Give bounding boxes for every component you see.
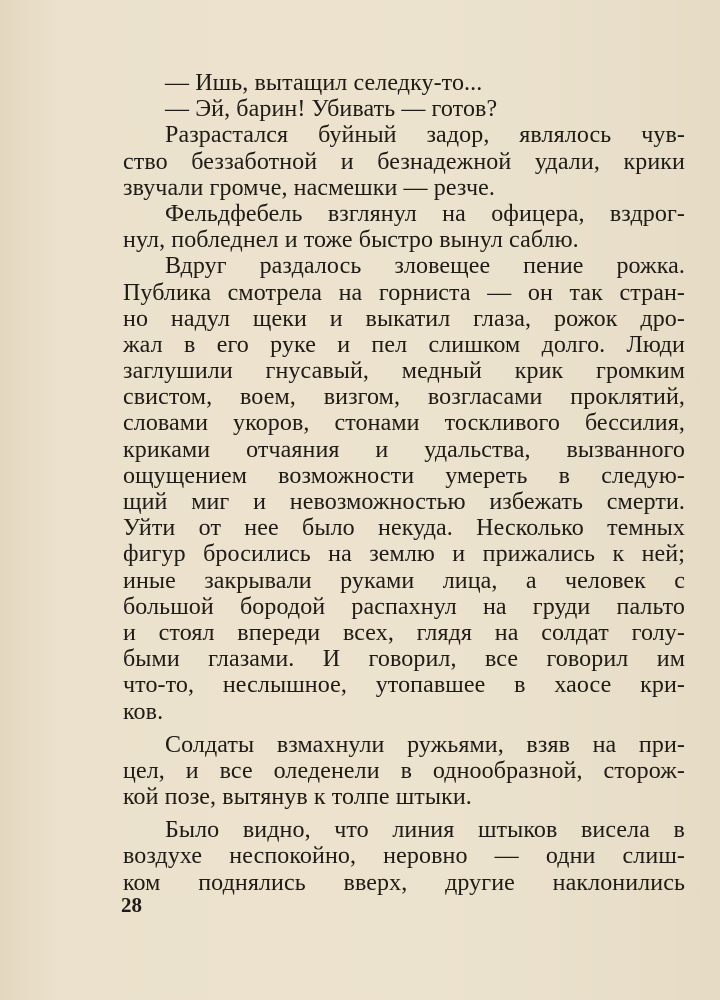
text-line: ство беззаботной и безнадежной удали, крики <box>123 148 685 175</box>
page-number: 28 <box>121 893 142 917</box>
text-line: словами укоров, стонами тоскливого бессилия, <box>123 410 685 437</box>
paragraph-gap <box>123 810 685 817</box>
text-line: ощущением возможности умереть в следую- <box>123 462 685 489</box>
text-line: и стоял впереди всех, глядя на солдат голу- <box>123 619 685 646</box>
paragraph-gap <box>123 725 685 732</box>
text-line: Публика смотрела на горниста — он так стран- <box>123 279 685 306</box>
text-line: Разрастался буйный задор, являлось чув- <box>165 122 685 149</box>
text-line: но надул щеки и выкатил глаза, рожок дро- <box>123 305 685 332</box>
text-line: нул, побледнел и тоже быстро вынул саблю. <box>123 227 579 254</box>
text-line: Солдаты взмахнули ружьями, взяв на при- <box>165 731 685 758</box>
text-line: быми глазами. И говорил, все говорил им <box>123 646 685 673</box>
text-line: фигур бросились на землю и прижались к ней; <box>123 541 685 568</box>
text-line: звучали громче, насмешки — резче. <box>123 174 495 201</box>
text-line: Фельдфебель взглянул на офицера, вздрог- <box>165 200 685 227</box>
text-line: иные закрывали руками лица, а человек с <box>123 567 685 594</box>
text-line: — Ишь, вытащил селедку-то... <box>165 70 483 96</box>
text-line: что-то, неслышное, утопавшее в хаосе кри- <box>123 672 685 699</box>
text-line: криками отчаяния и удальства, вызванного <box>123 436 685 463</box>
text-line: воздухе неспокойно, неровно — одни слиш- <box>123 843 685 870</box>
text-line: — Эй, барин! Убивать — готов? <box>165 96 498 123</box>
text-line: свистом, воем, визгом, возгласами проклятий, <box>123 384 685 411</box>
text-line: цел, и все оледенели в однообразной, сторож- <box>123 757 685 784</box>
text-line: кой позе, вытянув к толпе штыки. <box>123 784 472 811</box>
text-line: ков. <box>123 698 164 725</box>
text-line: Было видно, что линия штыков висела в <box>165 817 685 844</box>
body-text <box>123 70 685 896</box>
text-line: Вдруг раздалось зловещее пение рожка. <box>165 253 685 280</box>
text-line: большой бородой распахнул на груди пальто <box>123 593 685 620</box>
text-line: Уйти от нее было некуда. Несколько темных <box>123 515 685 542</box>
text-line: щий миг и невозможностью избежать смерти. <box>123 489 685 515</box>
text-line: жал в его руке и пел слишком долго. Люди <box>123 331 685 358</box>
text-line: ком поднялись вверх, другие наклонились <box>123 869 685 896</box>
text-line: заглушили гнусавый, медный крик громким <box>123 358 685 385</box>
